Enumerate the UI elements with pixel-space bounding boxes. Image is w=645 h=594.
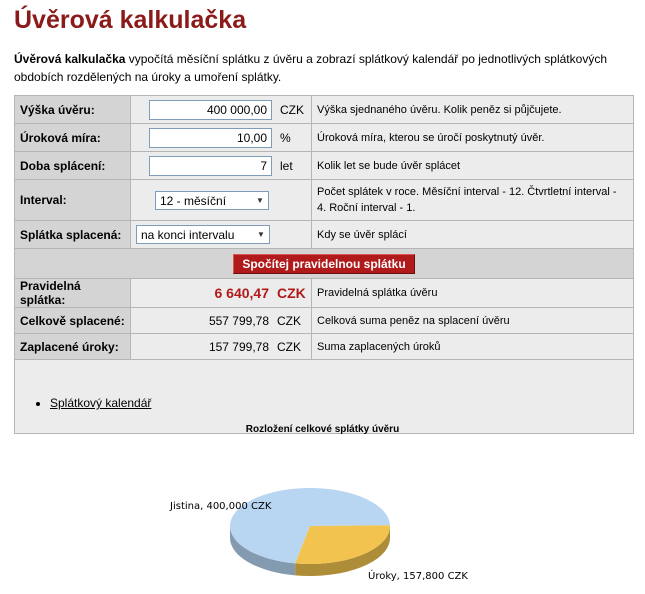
pie-top [230, 488, 390, 564]
interest-paid-value: 157 799,78 [208, 339, 269, 354]
rate-label: Úroková míra: [15, 124, 131, 152]
regular-payment-row [15, 279, 634, 308]
interest-paid-cell [131, 334, 312, 360]
regular-payment-desc: Pravidelná splátka úvěru [312, 279, 634, 308]
chevron-down-icon: ▼ [253, 226, 269, 243]
button-cell [15, 249, 634, 279]
term-unit: let [280, 158, 293, 173]
payment-timing-selected-value: na konci intervalu [141, 228, 235, 242]
interest-paid-unit: CZK [277, 339, 301, 354]
interest-rate-input[interactable]: 10,00 [149, 128, 272, 148]
links-list [20, 396, 628, 410]
interval-select[interactable] [155, 191, 269, 210]
total-paid-value: 557 799,78 [208, 313, 269, 328]
schedule-link[interactable]: Splátkový kalendář [50, 396, 152, 410]
loan-unit: CZK [280, 102, 304, 117]
interval-cell [131, 180, 312, 221]
interest-paid-row [15, 334, 634, 360]
rate-cell [131, 124, 312, 152]
total-paid-label: Celkově splacené: [15, 308, 131, 334]
term-desc: Kolik let se bude úvěr splácet [312, 152, 634, 180]
loan-row [15, 96, 634, 124]
paid-cell [131, 221, 312, 249]
regular-payment-value: 6 640,47 [214, 285, 269, 301]
term-label: Doba splácení: [15, 152, 131, 180]
interest-paid-desc: Suma zaplacených úroků [312, 334, 634, 360]
loan-desc: Výška sjednaného úvěru. Kolik peněz si půjčujete. [312, 96, 634, 124]
interval-row [15, 180, 634, 221]
payment-timing-select[interactable] [136, 225, 270, 244]
rate-unit: % [280, 130, 291, 145]
slice-label-interest: Úroky, 157,800 CZK [368, 571, 468, 582]
links-row [15, 360, 634, 434]
list-item [50, 396, 628, 410]
term-input[interactable]: 7 [149, 156, 272, 176]
total-paid-cell [131, 308, 312, 334]
loan-label: Výška úvěru: [15, 96, 131, 124]
interval-desc: Počet splátek v roce. Měsíční interval - 12. Čtvrtletní interval - 4. Roční interval - 1. [312, 180, 634, 221]
loan-amount-input[interactable]: 400 000,00 [149, 100, 272, 120]
page-title: Úvěrová kalkulačka [14, 6, 247, 34]
chart-title: Rozložení celkové splátky úvěru [245, 424, 400, 435]
interval-label: Interval: [15, 180, 131, 221]
total-paid-desc: Celková suma peněz na splacení úvěru [312, 308, 634, 334]
interval-selected-value: 12 - měsíční [160, 193, 227, 208]
regular-payment-cell [131, 279, 312, 308]
chevron-down-icon: ▼ [252, 192, 268, 209]
paid-desc: Kdy se úvěr splácí [312, 221, 634, 249]
button-row [15, 249, 634, 279]
intro-rest: vypočítá měsíční splátku z úvěru a zobrazí splátkový kalendář po jednotlivých splátkových obdobích rozdělených na úroky a umoření splátky. [14, 52, 607, 84]
pie-chart [0, 440, 645, 594]
total-paid-unit: CZK [277, 313, 301, 328]
regular-payment-label: Pravidelná splátka: [15, 279, 131, 308]
calculate-button[interactable]: Spočítej pravidelnou splátku [233, 254, 414, 274]
rate-desc: Úroková míra, kterou se úročí poskytnutý úvěr. [312, 124, 634, 152]
slice-label-principal: Jistina, 400,000 CZK [170, 501, 272, 512]
links-cell [15, 360, 634, 434]
paid-row [15, 221, 634, 249]
regular-payment-unit: CZK [277, 285, 306, 301]
rate-row [15, 124, 634, 152]
term-cell [131, 152, 312, 180]
interest-paid-label: Zaplacené úroky: [15, 334, 131, 360]
intro-text [14, 50, 624, 86]
term-row [15, 152, 634, 180]
intro-bold: Úvěrová kalkulačka [14, 52, 126, 66]
paid-label: Splátka splacená: [15, 221, 131, 249]
total-paid-row [15, 308, 634, 334]
loan-cell [131, 96, 312, 124]
calculator-table [14, 95, 634, 434]
